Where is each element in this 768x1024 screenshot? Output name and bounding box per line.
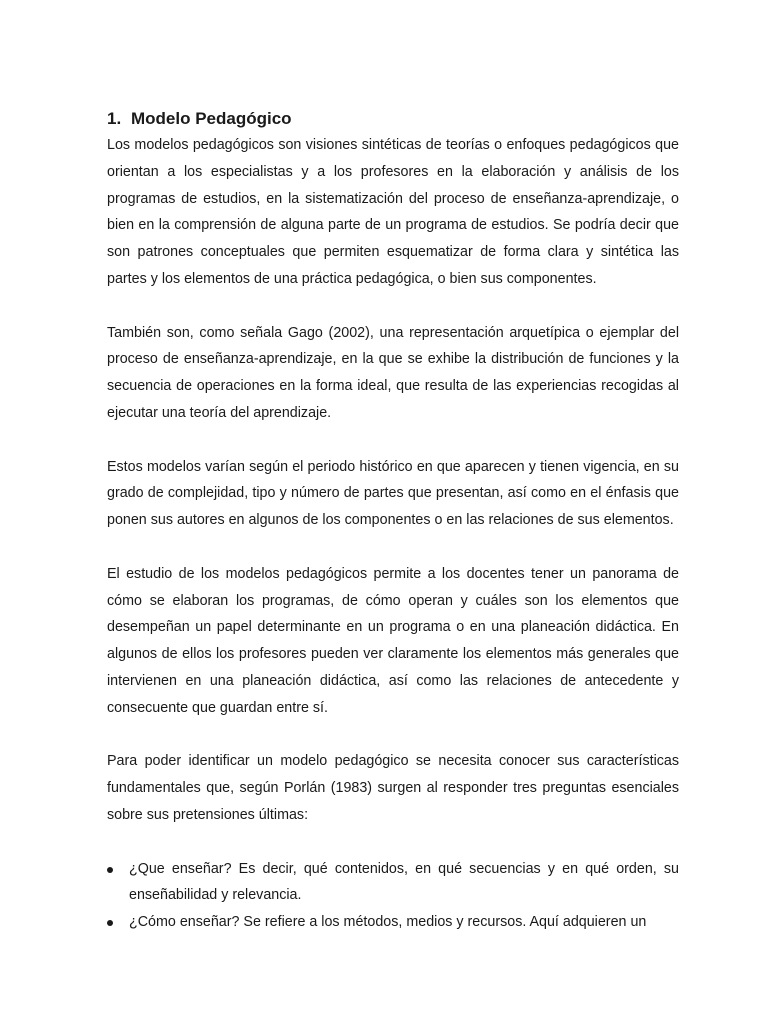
bullet-list xyxy=(107,856,679,936)
list-item xyxy=(107,909,679,936)
paragraph: Para poder identificar un modelo pedagógico se necesita conocer sus características fundamentales que, según Porlán (1983) surgen al responder tres preguntas esenciales sobre sus pretensiones últimas: xyxy=(107,753,679,823)
paragraph: Estos modelos varían según el periodo histórico en que aparecen y tienen vigencia, en su grado de complejidad, tipo y número de partes que presentan, así como en el énfasis que ponen sus autores en algunos de los componentes o en las relaciones de sus elementos. xyxy=(107,458,679,529)
section-number: 1. xyxy=(107,109,122,128)
section-title: Modelo Pedagógico xyxy=(131,109,292,128)
list-item-text: ¿Que enseñar? Es decir, qué contenidos, en qué secuencias y en qué orden, su enseñabilidad y relevancia. xyxy=(129,860,679,904)
bullet-icon xyxy=(107,920,113,926)
paragraph: También son, como señala Gago (2002), una representación arquetípica o ejemplar del proceso de enseñanza-aprendizaje, en la que se exhibe la distribución de funciones y la secuencia de operaciones en la forma ideal, que resulta de las experiencias recogidas al ejecutar una teoría del aprendizaje. xyxy=(107,324,679,421)
list-item-text: ¿Cómo enseñar? Se refiere a los métodos, medios y recursos. Aquí adquieren un xyxy=(129,914,647,931)
section-heading xyxy=(107,106,679,132)
bullet-icon xyxy=(107,867,113,873)
paragraph: El estudio de los modelos pedagógicos permite a los docentes tener un panorama de cómo se elaboran los programas, de cómo operan y cuáles son los elementos que desempeñan un papel determinante en un programa o en una planeación didáctica. En algunos de ellos los profesores pueden ver claramente los elementos más generales que intervienen en una planeación didáctica, así como las relaciones de antecedente y consecuente que guardan entre sí. xyxy=(107,565,679,716)
list-item xyxy=(107,856,679,910)
document-body xyxy=(107,106,679,936)
paragraph: Los modelos pedagógicos son visiones sintéticas de teorías o enfoques pedagógicos que orientan a los especialistas y a los profesores en la elaboración y análisis de los programas de estudios, en la sistematización del proceso de enseñanza-aprendizaje, o bien en la comprensión de alguna parte de un programa de estudios. Se podría decir que son patrones conceptuales que permiten esquematizar de forma clara y sintética las partes y los elementos de una práctica pedagógica, o bien sus componentes. xyxy=(107,137,679,287)
